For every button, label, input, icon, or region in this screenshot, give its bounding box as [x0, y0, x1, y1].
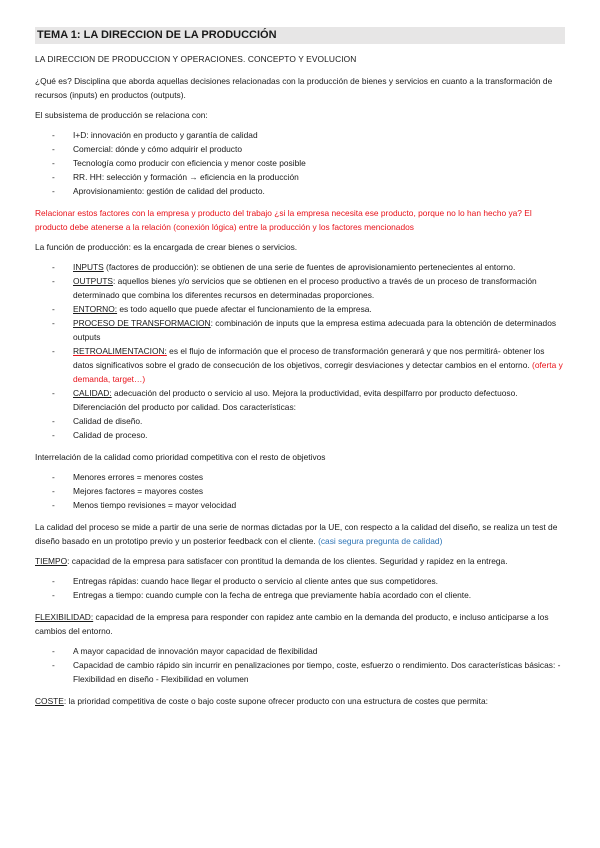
- document-title: [35, 27, 565, 44]
- item-text: adecuación del producto o servicio al uso. Mejora la productividad, evita despilfarro por producto defectuoso. Diferenciación del producto por calidad. Dos características:: [73, 388, 518, 412]
- list-item: - Menores errores = menores costes: [35, 470, 565, 484]
- coste-paragraph: [35, 694, 565, 708]
- list-item: - I+D: innovación en producto y garantía de calidad: [35, 128, 565, 142]
- coste-text: : la prioridad competitiva de coste o bajo coste supone ofrecer producto con una estructura de costes que permita:: [63, 696, 488, 706]
- list-item: - Tecnología como producir con eficiencia y menor coste posible: [35, 156, 565, 170]
- list-item: - Calidad de proceso.: [35, 428, 565, 442]
- function-list: [35, 260, 565, 442]
- process-quality-text: La calidad del proceso se mide a partir de una serie de normas dictadas por la UE, con respecto a la calidad del diseño, se realiza un test de diseño basado en un prototipo previo y un posterior feedback con el cliente.: [35, 522, 558, 546]
- list-item: - Aprovisionamiento: gestión de calidad del producto.: [35, 184, 565, 198]
- term-outputs: OUTPUTS: [73, 276, 114, 286]
- list-item: - Menos tiempo revisiones = mayor velocidad: [35, 498, 565, 512]
- item-text: : combinación de inputs que la empresa estima adecuada para la obtención de determinados outputs: [73, 318, 557, 342]
- list-item-proceso: [35, 316, 565, 344]
- term-entorno: ENTORNO:: [73, 304, 118, 314]
- term-calidad: CALIDAD:: [73, 388, 112, 398]
- list-item: - Mejores factores = mayores costes: [35, 484, 565, 498]
- item-text: (factores de producción): se obtienen de una serie de fuentes de aprovisionamiento pertenecientes al entorno.: [103, 262, 516, 272]
- list-item: - Capacidad de cambio rápido sin incurrir en penalizaciones por tiempo, coste, esfuerzo o rendimiento. Dos características básicas: - Flexibilidad en diseño - Flexibilidad en volumen: [35, 658, 565, 686]
- flexibilidad-text: capacidad de la empresa para responder con rapidez ante cambio en la demanda del producto, e incluso anticiparse a los cambios del entorno.: [35, 612, 549, 636]
- list-item: - Comercial: dónde y cómo adquirir el producto: [35, 142, 565, 156]
- function-lead: La función de producción: es la encargada de crear bienes o servicios.: [35, 242, 298, 252]
- item-text: : aquellos bienes y/o servicios que se obtienen en el proceso productivo a través de un proceso de transformación determinado que combina los diferentes recursos en determinadas proporciones.: [73, 276, 537, 300]
- list-item-calidad: [35, 386, 565, 414]
- interrelation-list: [35, 470, 565, 512]
- tiempo-list: [35, 574, 565, 602]
- list-item: - RR. HH: selección y formación → eficiencia en la producción: [35, 170, 565, 184]
- list-item-outputs: [35, 274, 565, 302]
- process-quality-paragraph: [35, 520, 565, 548]
- section-subtitle: LA DIRECCION DE PRODUCCION Y OPERACIONES. CONCEPTO Y EVOLUCION: [35, 54, 357, 64]
- list-item-inputs: [35, 260, 565, 274]
- term-retroalimentacion: RETROALIMENTACION:: [73, 346, 167, 356]
- process-quality-note: (casi segura pregunta de calidad): [318, 536, 443, 546]
- item-text: es todo aquello que puede afectar el funcionamiento de la empresa.: [117, 304, 372, 314]
- item-text: es el flujo de información que el proceso de transformación generará y que nos permitirá- obtener los datos significativos sobre el grado de consecución de los objetivos, corregir desviaciones y detectar cambios en el entorno.: [73, 346, 545, 370]
- tiempo-text: : capacidad de la empresa para satisfacer con prontitud la demanda de los clientes. Seguridad y rapidez en la entrega.: [67, 556, 508, 566]
- document-page: [35, 27, 565, 714]
- term-tiempo: TIEMPO: [35, 556, 68, 566]
- list-item: - Entregas rápidas: cuando hace llegar el producto o servicio al cliente antes que sus competidores.: [35, 574, 565, 588]
- flexibilidad-list: [35, 644, 565, 686]
- flexibilidad-paragraph: [35, 610, 565, 638]
- list-item-retroalimentacion: [35, 344, 565, 386]
- subsystem-list: [35, 128, 565, 198]
- term-inputs: INPUTS: [73, 262, 104, 272]
- tiempo-paragraph: [35, 554, 565, 568]
- interrelation-lead: Interrelación de la calidad como prioridad competitiva con el resto de objetivos: [35, 452, 326, 462]
- term-coste: COSTE: [35, 696, 64, 706]
- title-text: TEMA 1: LA DIRECCION DE LA PRODUCCIÓN: [37, 29, 277, 41]
- list-item: - Calidad de diseño.: [35, 414, 565, 428]
- term-flexibilidad: FLEXIBILIDAD:: [35, 612, 94, 622]
- intro-paragraph: ¿Qué es? Disciplina que aborda aquellas decisiones relacionadas con la producción de bienes y servicios en cuanto a la transformación de recursos (inputs) en productos (outputs).: [35, 76, 553, 100]
- list-item: - A mayor capacidad de innovación mayor capacidad de flexibilidad: [35, 644, 565, 658]
- red-note: Relacionar estos factores con la empresa y producto del trabajo ¿si la empresa necesita ese producto, porque no lo han hecho ya? El producto debe atenerse a la relación (conexión lógica) entre la producción y los factores mencionados: [35, 208, 532, 232]
- item-note: (oferta y demanda, target…): [73, 360, 563, 384]
- term-proceso: PROCESO DE TRANSFORMACION: [73, 318, 211, 328]
- list-item-entorno: [35, 302, 565, 316]
- subsystem-lead: El subsistema de producción se relaciona con:: [35, 110, 208, 120]
- list-item: - Entregas a tiempo: cuando cumple con la fecha de entrega que previamente había acordado con el cliente.: [35, 588, 565, 602]
